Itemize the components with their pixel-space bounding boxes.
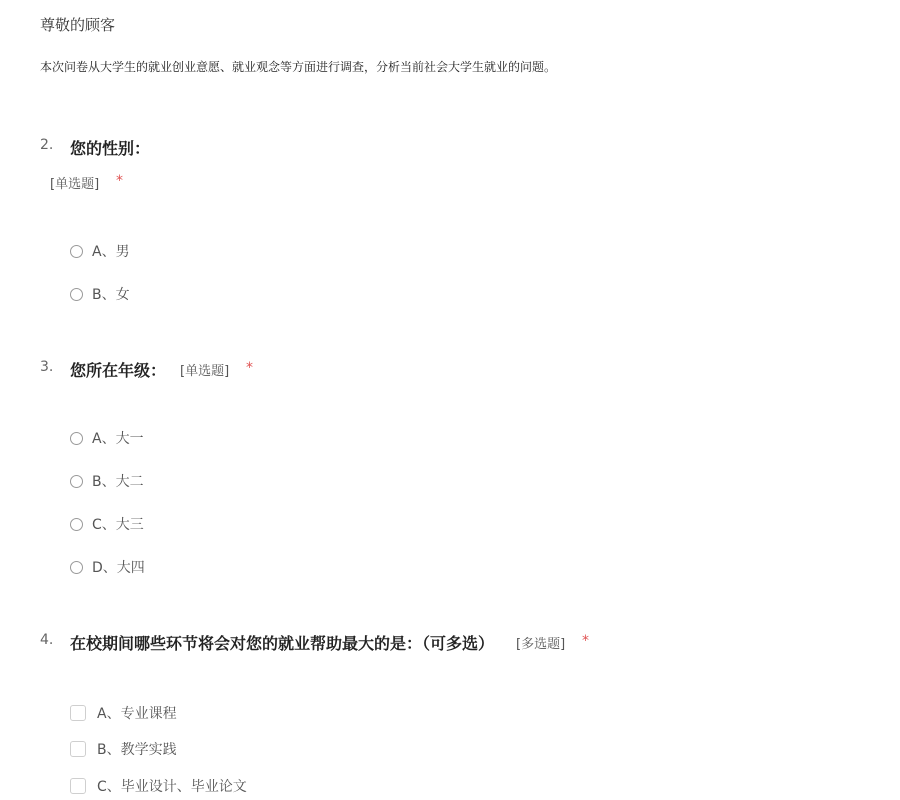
option-label: A、大一 [92,431,144,447]
option-practice[interactable] [70,739,177,759]
checkbox[interactable] [70,741,86,757]
option-label: A、男 [92,244,130,260]
question-text: 您的性别： [70,139,151,158]
option-label: C、毕业设计、毕业论文 [97,779,247,795]
option-label: C、大三 [92,517,144,533]
option-year-2[interactable] [70,471,144,491]
option-female[interactable] [70,284,130,304]
question-type-tag: [单选题] [180,364,230,379]
option-male[interactable] [70,241,130,261]
required-marker: * [246,360,253,376]
question-type-tag: [多选题] [516,637,566,652]
option-label: D、大四 [92,560,145,576]
option-courses[interactable] [70,703,177,723]
required-marker: * [116,173,123,189]
question-number: 4. [40,632,54,648]
option-label: B、大二 [92,474,144,490]
question-text: 在校期间哪些环节将会对您的就业帮助最大的是：（可多选） [70,634,495,653]
option-thesis[interactable] [70,776,247,796]
option-label: A、专业课程 [97,706,177,722]
question-text: 您所在年级： [70,361,167,380]
option-year-3[interactable] [70,514,144,534]
checkbox[interactable] [70,778,86,794]
question-number: 2. [40,137,54,153]
radio-button[interactable] [70,288,83,301]
question-number: 3. [40,359,54,375]
required-marker: * [582,633,589,649]
survey-greeting: 尊敬的顾客 [40,16,116,34]
option-year-1[interactable] [70,428,144,448]
survey-intro: 本次问卷从大学生的就业创业意愿、就业观念等方面进行调查，分析当前社会大学生就业的问题。 [40,60,557,74]
option-label: B、教学实践 [97,742,177,758]
radio-button[interactable] [70,475,83,488]
radio-button[interactable] [70,432,83,445]
radio-button[interactable] [70,518,83,531]
checkbox[interactable] [70,705,86,721]
option-year-4[interactable] [70,557,145,577]
option-label: B、女 [92,287,130,303]
radio-button[interactable] [70,561,83,574]
question-type-tag: [单选题] [50,177,100,192]
radio-button[interactable] [70,245,83,258]
